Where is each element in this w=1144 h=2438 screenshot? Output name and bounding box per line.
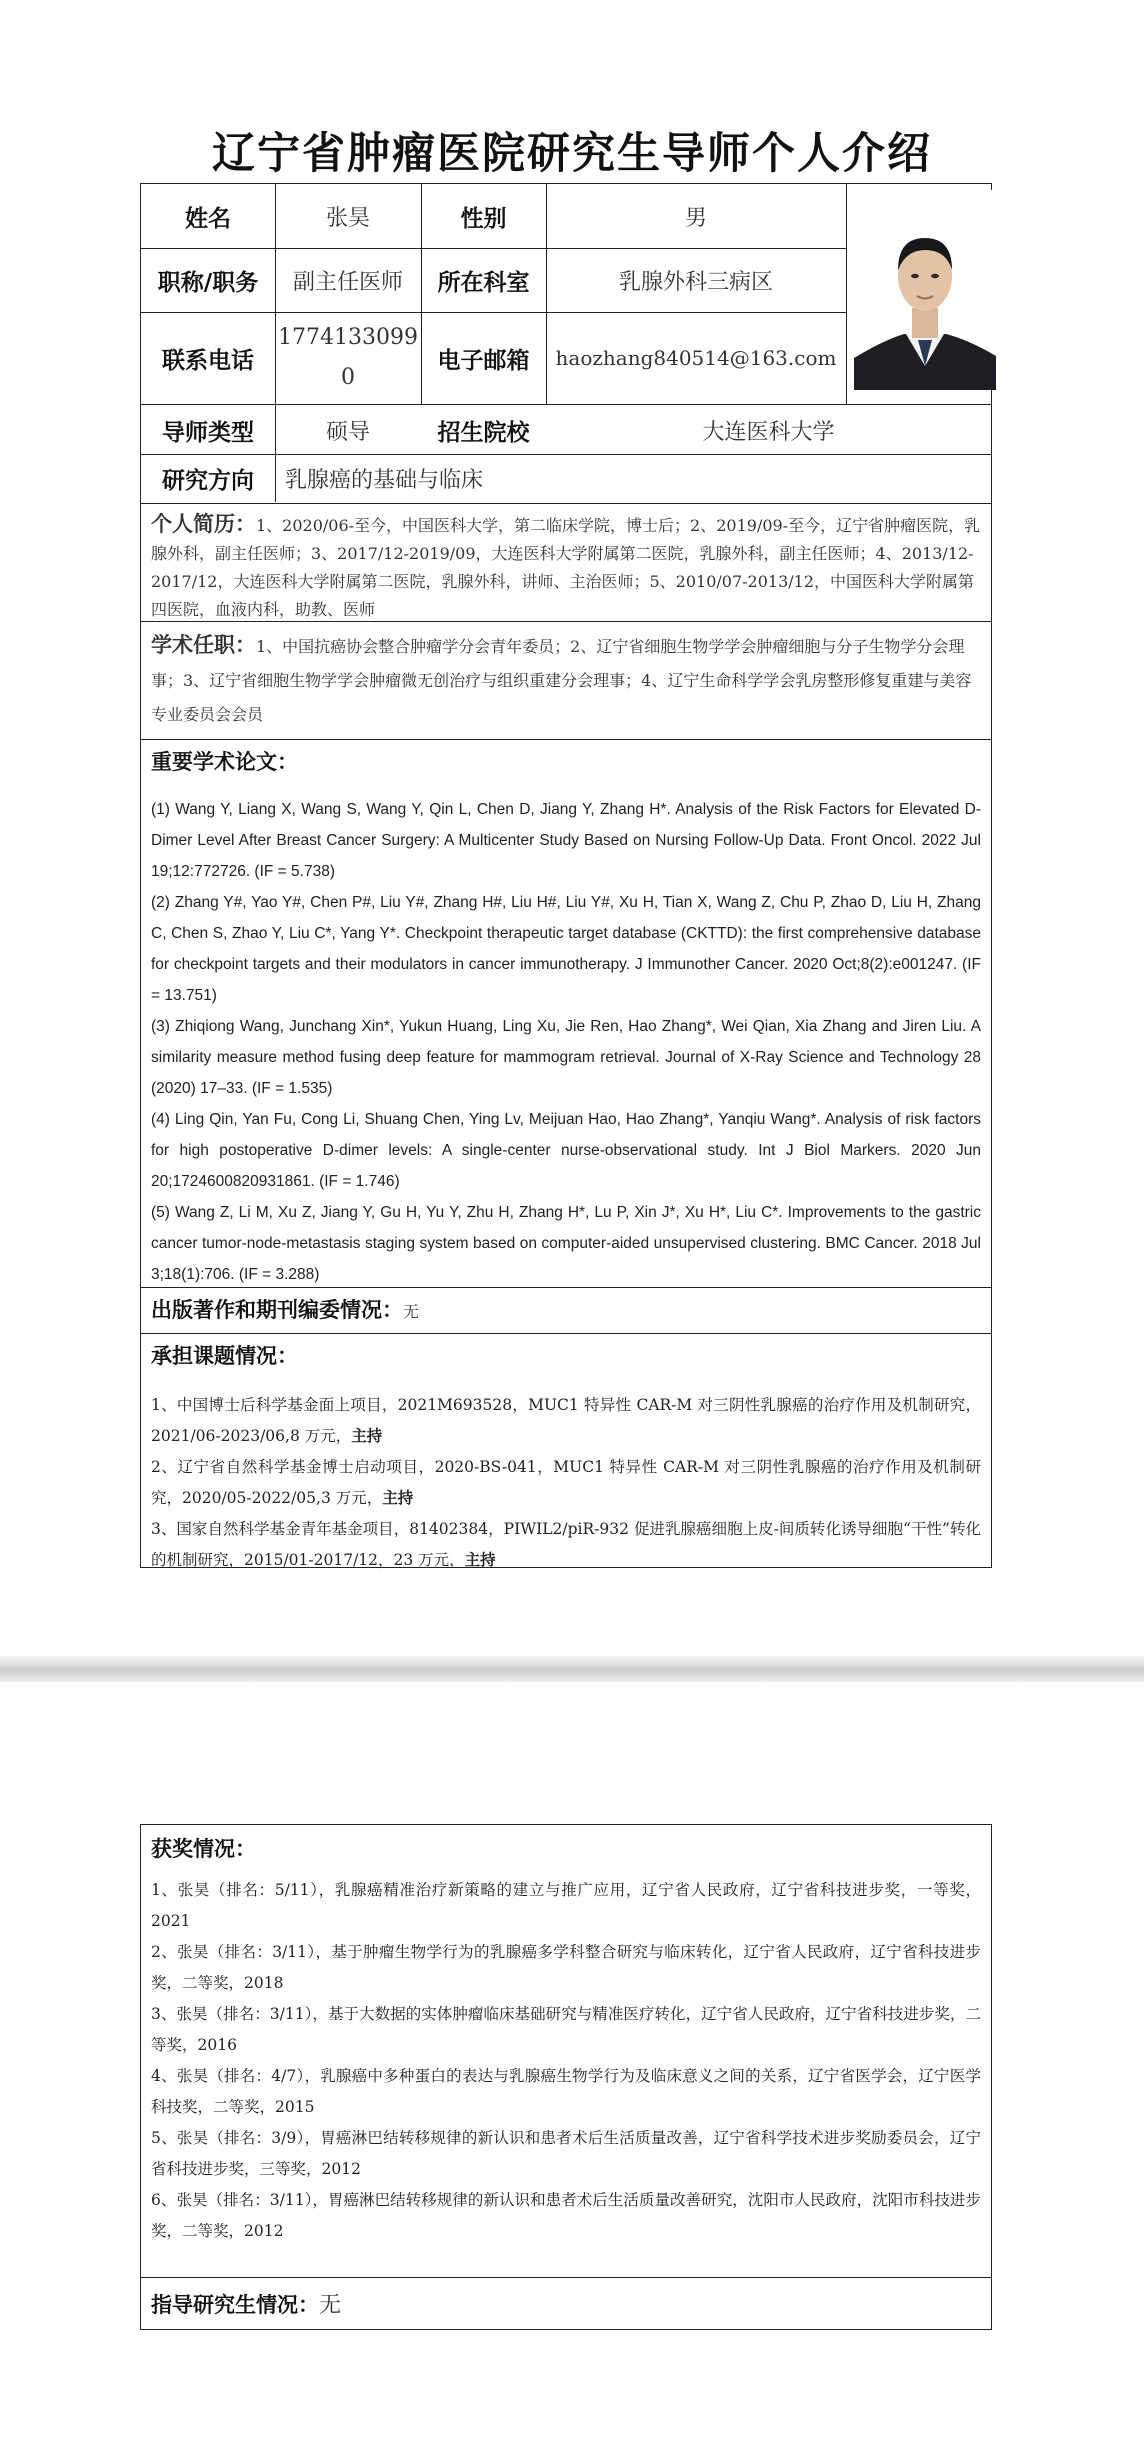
award-item-6: 6、张昊（排名：3/11），胃癌淋巴结转移规律的新认识和患者术后生活质量改善研究，沈阳市人民政府，沈阳市科技进步奖，二等奖，2012: [151, 2191, 981, 2240]
students-heading: 指导研究生情况：: [151, 2293, 319, 2317]
paper-item-4: (4) Ling Qin, Yan Fu, Cong Li, Shuang Chen, Ying Lv, Meijuan Hao, Hao Zhang*, Yanqiu Wang*. Analysis of risk factors for high postoperative D-dimer levels: A single-center nurse-observational study. Int J Biol Markers. 2020 Jun 20;1724600820931861. (IF = 1.746): [151, 1111, 981, 1190]
page-2: [0, 1682, 1144, 2438]
name-label: 姓名: [185, 205, 231, 232]
phone-value: [275, 312, 421, 404]
awards-heading: 获奖情况：: [151, 1837, 256, 1861]
phone-label: 联系电话: [162, 347, 254, 374]
name-value: 张昊: [325, 205, 370, 231]
portrait-photo: [854, 190, 996, 390]
paper-item-3: (3) Zhiqiong Wang, Junchang Xin*, Yukun Huang, Ling Xu, Jie Ren, Hao Zhang*, Wei Qian, Xia Zhang and Jiren Liu. A similarity measure method fusing deep feature for mammogram retrieval. Journal of X-Ray Science and Technology 28 (2020) 17–33. (IF = 1.535): [151, 1018, 981, 1097]
students-section: [140, 2278, 992, 2330]
project-role-2: 主持: [382, 1489, 414, 1507]
projects-section: [140, 1334, 992, 1568]
books-value: 无: [403, 1302, 420, 1321]
email-value: haozhang840514@163.com: [555, 346, 837, 370]
positions-body: 1、中国抗癌协会整合肿瘤学分会青年委员；2、辽宁省细胞生物学学会肿瘤细胞与分子生物学分会理事；3、辽宁省细胞生物学学会肿瘤微无创治疗与组织重建分会理事；4、辽宁生命科学学会乳房整形修复重建与美容专业委员会会员: [151, 637, 972, 724]
books-section: [140, 1288, 992, 1334]
school-label: 招生院校: [437, 419, 530, 446]
project-item-2: [151, 1452, 981, 1514]
paper-item-5: (5) Wang Z, Li M, Xu Z, Jiang Y, Gu H, Yu Y, Zhu H, Zhang H*, Lu P, Xin J*, Xu H*, Liu C*. Improvements to the gastric cancer tumor-node-metastasis staging system based on computer-aided unsupervised clustering. BMC Cancer. 2018 Jul 3;18(1):706. (IF = 3.288): [151, 1204, 981, 1283]
awards-section: [140, 1824, 992, 2278]
books-heading: 出版著作和期刊编委情况：: [151, 1298, 403, 1322]
dept-label: 所在科室: [437, 269, 530, 296]
tutor-type-label: 导师类型: [162, 419, 254, 446]
positions-heading: 学术任职：: [151, 633, 256, 657]
research-row: [140, 455, 992, 504]
project-item-1: [151, 1390, 981, 1452]
resume-heading: 个人简历：: [151, 512, 256, 536]
title-label: 职称/职务: [157, 269, 259, 296]
award-item-4: 4、张昊（排名：4/7），乳腺癌中多种蛋白的表达与乳腺癌生物学行为及临床意义之间的关系，辽宁省医学会，辽宁医学科技奖，二等奖，2015: [151, 2067, 981, 2116]
papers-section: [140, 740, 992, 1288]
paper-item-2: (2) Zhang Y#, Yao Y#, Chen P#, Liu Y#, Zhang H#, Liu H#, Liu Y#, Xu H, Tian X, Wang Z, Chu P, Zhao D, Liu H, Zhang C, Chen S, Zhao Y, Liu C*, Yang Y*. Checkpoint therapeutic target database (CKTTD): the first comprehensive database for checkpoint targets and their modulators in cancer immunotherapy. J Immunother Cancer. 2020 Oct;8(2):e001247. (IF = 13.751): [151, 894, 981, 1004]
project-role-1: 主持: [351, 1427, 383, 1445]
resume-body: 1、2020/06-至今，中国医科大学，第二临床学院，博士后；2、2019/09-至今，辽宁省肿瘤医院，乳腺外科，副主任医师；3、2017/12-2019/09，大连医科大学附属第二医院，乳腺外科，副主任医师；4、2013/12-2017/12，大连医科大学附属第二医院，乳腺外科，讲师、主治医师；5、2010/07-2013/12，中国医科大学附属第四医院，血液内科，助教、医师: [151, 516, 981, 619]
page-separator: [0, 1656, 1144, 1682]
phone-line-1: 1774133099: [278, 325, 418, 350]
award-item-3: 3、张昊（排名：3/11），基于大数据的实体肿瘤临床基础研究与精准医疗转化，辽宁省人民政府，辽宁省科技进步奖，二等奖，2016: [151, 2005, 981, 2054]
research-label: 研究方向: [162, 468, 254, 494]
positions-text: [151, 628, 981, 732]
title-value: 副主任医师: [292, 269, 403, 295]
page-title: 辽宁省肿瘤医院研究生导师个人介绍: [212, 129, 932, 179]
school-value: 大连医科大学: [702, 419, 835, 445]
project-role-3: 主持: [464, 1551, 496, 1569]
portrait-icon: [854, 190, 996, 390]
positions-section: [140, 622, 992, 740]
phone-line-2: 0: [341, 365, 355, 390]
email-label: 电子邮箱: [437, 347, 530, 374]
tutor-type-value: 硕导: [325, 419, 370, 445]
project-text-3: 3、国家自然科学基金青年基金项目，81402384，PIWIL2/piR-932 促进乳腺癌细胞上皮-间质转化诱导细胞“干性”转化的机制研究，2015/01-2017/12，23 万元，: [151, 1520, 981, 1569]
gender-value: 男: [684, 205, 707, 231]
paper-item-1: (1) Wang Y, Liang X, Wang S, Wang Y, Qin L, Chen D, Jiang Y, Zhang H*. Analysis of the Risk Factors for Elevated D-Dimer Level After Breast Cancer Surgery: A Multicenter Study Based on Nursing Follow-Up Data. Front Oncol. 2022 Jul 19;12:772726. (IF = 5.738): [151, 801, 981, 880]
dept-value: 乳腺外科三病区: [618, 269, 773, 295]
students-value: 无: [319, 2293, 342, 2318]
papers-heading: 重要学术论文：: [151, 750, 298, 774]
award-item-1: 1、张昊（排名：5/11），乳腺癌精准治疗新策略的建立与推广应用，辽宁省人民政府，辽宁省科技进步奖，一等奖，2021: [151, 1881, 981, 1930]
research-value: 乳腺癌的基础与临床: [285, 468, 484, 493]
resume-text: [151, 510, 981, 624]
resume-section: [140, 504, 992, 622]
award-item-5: 5、张昊（排名：3/9），胃癌淋巴结转移规律的新认识和患者术后生活质量改善，辽宁省科学技术进步奖励委员会，辽宁省科技进步奖，三等奖，2012: [151, 2129, 981, 2178]
project-item-3: [151, 1514, 981, 1576]
projects-heading: 承担课题情况：: [151, 1344, 298, 1368]
gender-label: 性别: [460, 205, 507, 232]
project-text-2: 2、辽宁省自然科学基金博士启动项目，2020-BS-041，MUC1 特异性 CAR-M 对三阴性乳腺癌的治疗作用及机制研究，2020/05-2022/05,3 万元，: [151, 1458, 981, 1507]
award-item-2: 2、张昊（排名：3/11），基于肿瘤生物学行为的乳腺癌多学科整合研究与临床转化，辽宁省人民政府，辽宁省科技进步奖，二等奖，2018: [151, 1943, 981, 1992]
project-text-1: 1、中国博士后科学基金面上项目，2021M693528，MUC1 特异性 CAR-M 对三阴性乳腺癌的治疗作用及机制研究，2021/06-2023/06,8 万元，: [151, 1396, 981, 1445]
